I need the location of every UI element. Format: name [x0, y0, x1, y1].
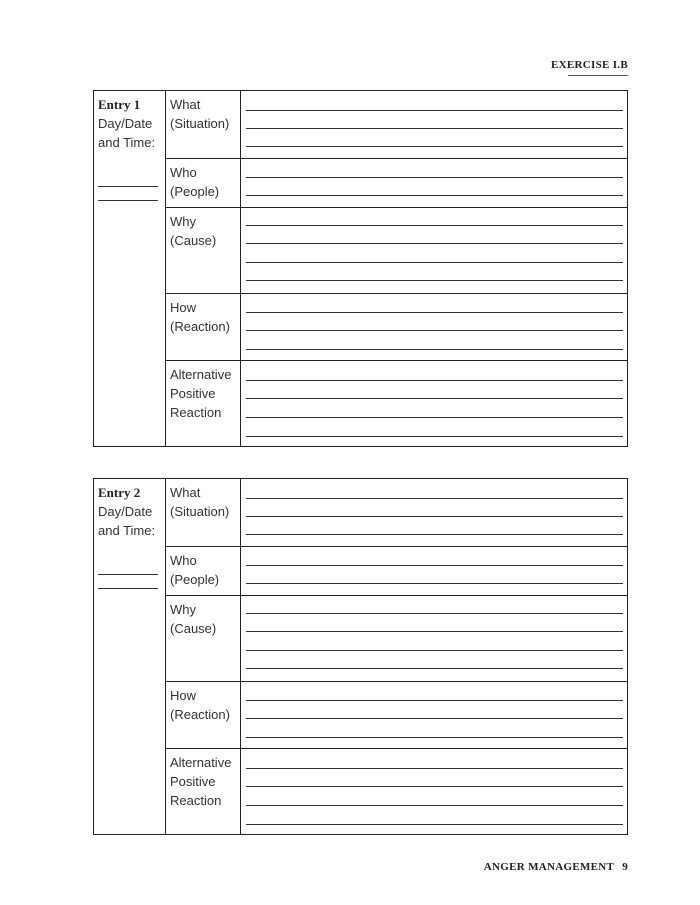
and-time-label: and Time: [98, 135, 156, 150]
row-label-who [166, 547, 241, 595]
row-label-alternative [166, 749, 241, 835]
writing-line[interactable] [246, 805, 623, 806]
day-date-blank[interactable] [98, 186, 158, 187]
writing-line[interactable] [246, 583, 623, 584]
entry-rows [166, 91, 627, 446]
row-alternative [166, 361, 627, 447]
writing-line[interactable] [246, 312, 623, 313]
writing-line[interactable] [246, 700, 623, 701]
entry-title: Entry 2 [98, 485, 141, 500]
row-what [166, 479, 627, 547]
row-label-how [166, 682, 241, 748]
writing-line[interactable] [246, 737, 623, 738]
writing-line[interactable] [246, 824, 623, 825]
row-label-what [166, 479, 241, 546]
time-blank[interactable] [98, 588, 158, 589]
writing-line[interactable] [246, 436, 623, 437]
and-time-label: and Time: [98, 523, 156, 538]
label-line: (Reaction) [170, 319, 230, 334]
label-line: What [170, 485, 201, 500]
writing-line[interactable] [246, 631, 623, 632]
row-what [166, 91, 627, 159]
writing-line[interactable] [246, 534, 623, 535]
entry-info-cell [94, 91, 166, 446]
label-line: How [170, 300, 197, 315]
page-footer [484, 861, 628, 873]
row-how [166, 682, 627, 749]
label-line: Alternative [170, 367, 232, 382]
label-line: How [170, 688, 197, 703]
row-who [166, 547, 627, 596]
row-who [166, 159, 627, 208]
entry-2-table [93, 478, 628, 835]
label-line: Reaction [170, 793, 222, 808]
page-number: 9 [622, 861, 628, 873]
row-label-what [166, 91, 241, 158]
row-why [166, 208, 627, 294]
writing-line[interactable] [246, 330, 623, 331]
writing-line[interactable] [246, 110, 623, 111]
writing-line[interactable] [246, 225, 623, 226]
row-label-why [166, 596, 241, 681]
writing-line[interactable] [246, 516, 623, 517]
writing-line[interactable] [246, 349, 623, 350]
label-line: (Cause) [170, 621, 217, 636]
time-blank[interactable] [98, 200, 158, 201]
row-label-who [166, 159, 241, 207]
label-line: (Reaction) [170, 707, 230, 722]
writing-line[interactable] [246, 146, 623, 147]
writing-line[interactable] [246, 380, 623, 381]
label-line: What [170, 97, 201, 112]
writing-line[interactable] [246, 718, 623, 719]
label-line: Who [170, 165, 197, 180]
label-line: Why [170, 214, 196, 229]
writing-line[interactable] [246, 668, 623, 669]
book-title: ANGER MANAGEMENT [483, 861, 615, 873]
label-line: (Cause) [170, 233, 217, 248]
row-label-why [166, 208, 241, 293]
label-line: Who [170, 553, 197, 568]
writing-line[interactable] [246, 613, 623, 614]
writing-line[interactable] [246, 650, 623, 651]
writing-line[interactable] [246, 243, 623, 244]
writing-line[interactable] [246, 177, 623, 178]
header-rule [568, 75, 628, 76]
label-line: Why [170, 602, 196, 617]
writing-line[interactable] [246, 398, 623, 399]
row-label-how [166, 294, 241, 360]
writing-line[interactable] [246, 280, 623, 281]
writing-line[interactable] [246, 417, 623, 418]
day-date-label: Day/Date [98, 116, 153, 131]
writing-line[interactable] [246, 768, 623, 769]
label-line: Alternative [170, 755, 232, 770]
writing-line[interactable] [246, 786, 623, 787]
label-line: Positive [170, 774, 216, 789]
entry-title: Entry 1 [98, 97, 141, 112]
row-why [166, 596, 627, 682]
label-line: Positive [170, 386, 216, 401]
row-alternative [166, 749, 627, 835]
label-line: (People) [170, 572, 220, 587]
writing-line[interactable] [246, 262, 623, 263]
writing-line[interactable] [246, 498, 623, 499]
label-line: (Situation) [170, 116, 230, 131]
day-date-label: Day/Date [98, 504, 153, 519]
row-how [166, 294, 627, 361]
row-label-alternative [166, 361, 241, 447]
entry-1-table [93, 90, 628, 447]
day-date-blank[interactable] [98, 574, 158, 575]
entry-rows [166, 479, 627, 834]
label-line: (People) [170, 184, 220, 199]
label-line: Reaction [170, 405, 222, 420]
exercise-label: EXERCISE I.B [551, 59, 628, 71]
writing-line[interactable] [246, 128, 623, 129]
label-line: (Situation) [170, 504, 230, 519]
writing-line[interactable] [246, 195, 623, 196]
entry-info-cell [94, 479, 166, 834]
writing-line[interactable] [246, 565, 623, 566]
